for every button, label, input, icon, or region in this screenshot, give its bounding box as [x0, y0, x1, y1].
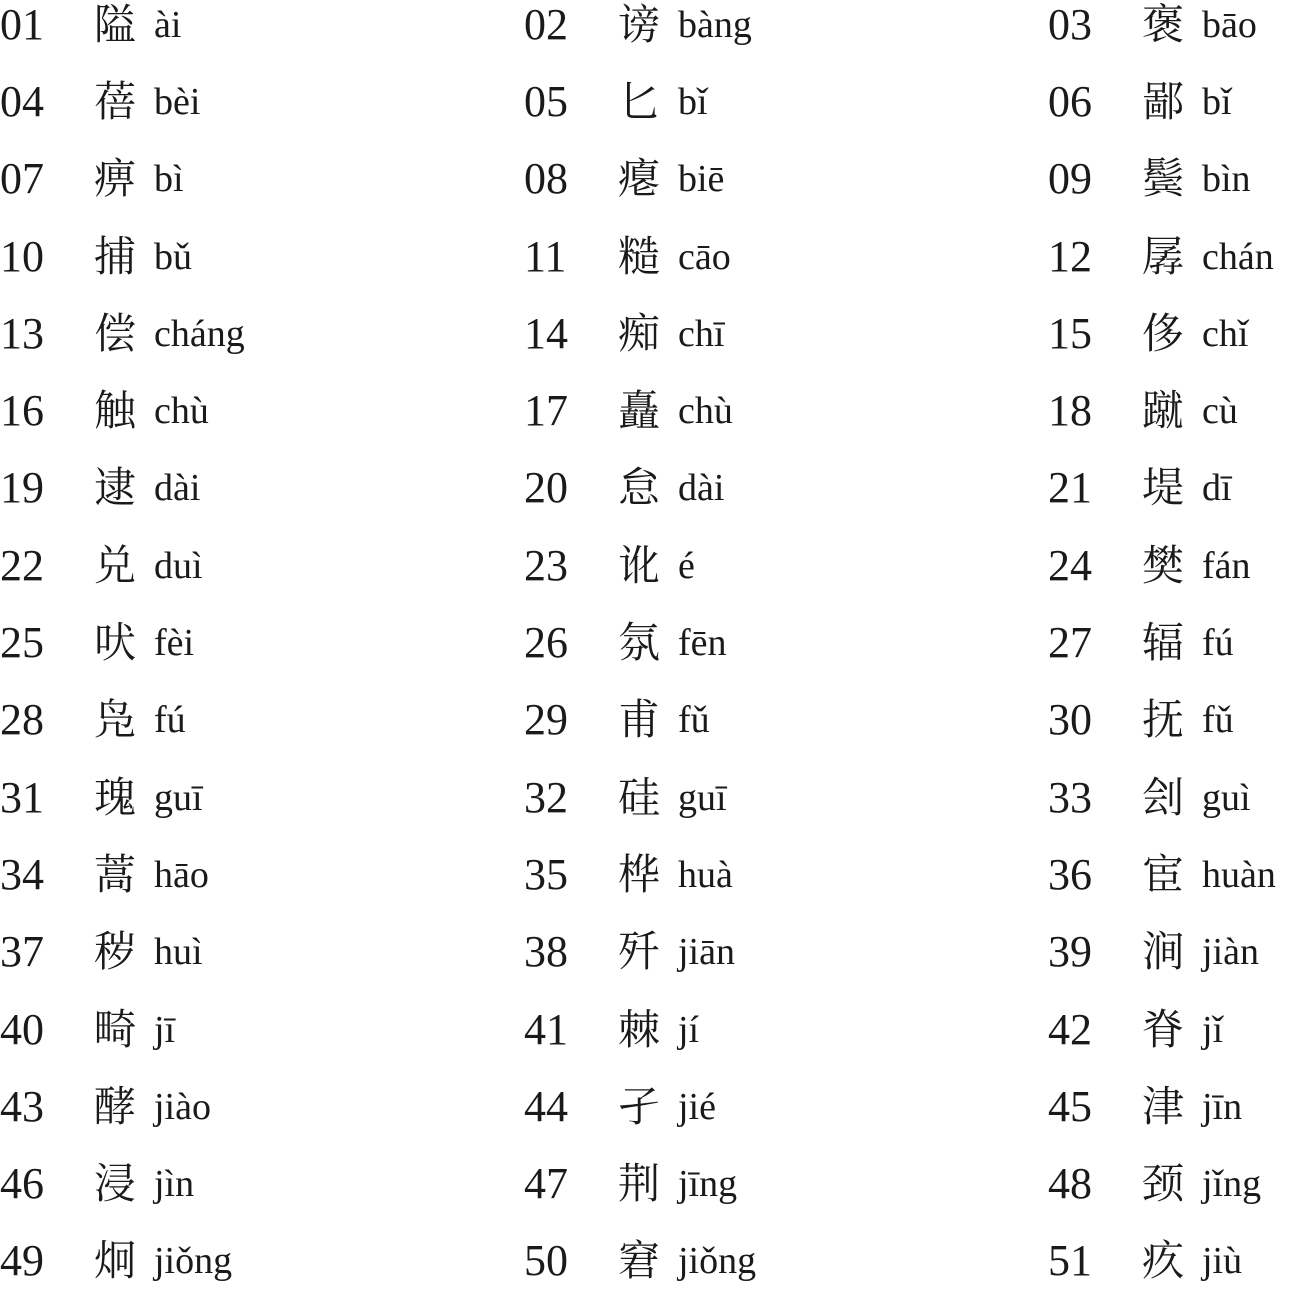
entry-pinyin: bǐ: [1202, 80, 1232, 123]
vocab-entry: [524, 914, 1048, 991]
entry-character: 孑: [618, 1081, 661, 1131]
entry-pinyin: jiào: [154, 1085, 211, 1128]
entry-number: 08: [524, 154, 568, 204]
entry-number: 47: [524, 1159, 568, 1209]
entry-pinyin: jiān: [678, 931, 735, 974]
vocab-entry: [0, 1223, 524, 1300]
entry-number: 32: [524, 772, 568, 822]
vocab-entry: [524, 372, 1048, 449]
entry-number: 11: [524, 231, 567, 281]
entry-character: 浸: [94, 1159, 137, 1209]
vocab-entry: [0, 295, 524, 372]
entry-pinyin: jǐng: [1202, 1163, 1262, 1206]
entry-pinyin: hāo: [154, 853, 209, 896]
entry-character: 痹: [94, 154, 137, 204]
entry-number: 26: [524, 618, 568, 668]
vocab-entry: [524, 63, 1048, 140]
entry-character: 讹: [618, 540, 661, 590]
entry-pinyin: guī: [678, 776, 727, 819]
vocab-entry: [1048, 914, 1289, 991]
entry-character: 甫: [618, 695, 661, 745]
entry-pinyin: cháng: [154, 312, 245, 355]
entry-pinyin: cù: [1202, 390, 1238, 433]
vocab-entry: [1048, 836, 1289, 913]
entry-pinyin: dài: [678, 467, 725, 510]
vocab-entry: [1048, 0, 1289, 63]
entry-pinyin: jié: [678, 1085, 716, 1128]
entry-character: 瘪: [618, 154, 661, 204]
entry-number: 10: [0, 231, 44, 281]
entry-character: 瑰: [94, 772, 137, 822]
entry-number: 50: [524, 1236, 568, 1286]
entry-number: 39: [1048, 927, 1092, 977]
entry-number: 17: [524, 386, 568, 436]
vocab-entry: [524, 0, 1048, 63]
vocab-entry: [0, 1068, 524, 1145]
entry-character: 脊: [1142, 1004, 1185, 1054]
entry-pinyin: ài: [154, 3, 182, 46]
vocab-entry: [1048, 450, 1289, 527]
entry-character: 窘: [618, 1236, 661, 1286]
vocab-entry: [524, 295, 1048, 372]
entry-pinyin: bìn: [1202, 158, 1251, 201]
entry-number: 37: [0, 927, 44, 977]
vocab-entry: [1048, 63, 1289, 140]
entry-character: 棘: [618, 1004, 661, 1054]
entry-character: 涧: [1142, 927, 1185, 977]
entry-character: 褒: [1142, 0, 1185, 49]
entry-character: 偿: [94, 308, 137, 358]
entry-number: 19: [0, 463, 44, 513]
entry-number: 02: [524, 0, 568, 49]
entry-number: 05: [524, 76, 568, 126]
vocab-entry: [1048, 218, 1289, 295]
entry-number: 34: [0, 849, 44, 899]
entry-pinyin: fēn: [678, 622, 727, 665]
vocab-entry: [524, 1223, 1048, 1300]
entry-number: 41: [524, 1004, 568, 1054]
entry-number: 31: [0, 772, 44, 822]
entry-number: 42: [1048, 1004, 1092, 1054]
entry-number: 09: [1048, 154, 1092, 204]
entry-pinyin: huàn: [1202, 853, 1276, 896]
entry-pinyin: fán: [1202, 544, 1251, 587]
vocab-entry: [524, 604, 1048, 681]
vocab-entry: [0, 836, 524, 913]
entry-character: 蓓: [94, 76, 137, 126]
vocab-entry: [0, 1145, 524, 1222]
entry-pinyin: bèi: [154, 80, 201, 123]
vocab-entry: [1048, 372, 1289, 449]
entry-number: 48: [1048, 1159, 1092, 1209]
entry-number: 35: [524, 849, 568, 899]
entry-number: 24: [1048, 540, 1092, 590]
vocab-entry: [0, 63, 524, 140]
entry-pinyin: jìn: [154, 1163, 195, 1206]
entry-pinyin: jīng: [678, 1163, 738, 1206]
vocab-entry: [0, 450, 524, 527]
entry-number: 25: [0, 618, 44, 668]
entry-pinyin: fèi: [154, 622, 195, 665]
vocab-entry: [0, 914, 524, 991]
entry-character: 鄙: [1142, 76, 1185, 126]
vocab-entry: [1048, 759, 1289, 836]
entry-number: 23: [524, 540, 568, 590]
vocab-entry: [524, 836, 1048, 913]
entry-character: 畸: [94, 1004, 137, 1054]
entry-number: 44: [524, 1081, 568, 1131]
vocab-entry: [0, 991, 524, 1068]
entry-number: 03: [1048, 0, 1092, 49]
entry-character: 隘: [94, 0, 137, 49]
entry-character: 蒿: [94, 849, 137, 899]
entry-pinyin: bāo: [1202, 3, 1257, 46]
vocab-entry: [0, 218, 524, 295]
entry-number: 04: [0, 76, 44, 126]
vocab-entry: [0, 372, 524, 449]
entry-pinyin: bǔ: [154, 235, 192, 278]
entry-number: 45: [1048, 1081, 1092, 1131]
entry-character: 蹴: [1142, 386, 1185, 436]
entry-pinyin: chù: [154, 390, 209, 433]
entry-character: 糙: [618, 231, 661, 281]
entry-pinyin: fú: [154, 699, 186, 742]
vocab-entry: [0, 527, 524, 604]
entry-pinyin: dài: [154, 467, 201, 510]
entry-character: 孱: [1142, 231, 1185, 281]
entry-number: 07: [0, 154, 44, 204]
vocab-entry: [524, 527, 1048, 604]
entry-character: 谤: [618, 0, 661, 49]
vocab-entry: [1048, 1068, 1289, 1145]
vocab-entry: [1048, 527, 1289, 604]
vocab-entry: [524, 759, 1048, 836]
entry-number: 27: [1048, 618, 1092, 668]
vocab-entry: [524, 991, 1048, 1068]
entry-number: 33: [1048, 772, 1092, 822]
entry-character: 秽: [94, 927, 137, 977]
entry-pinyin: chù: [678, 390, 733, 433]
entry-character: 桦: [618, 849, 661, 899]
entry-pinyin: fǔ: [678, 699, 710, 742]
entry-number: 38: [524, 927, 568, 977]
vocab-entry: [1048, 295, 1289, 372]
entry-character: 氛: [618, 618, 661, 668]
entry-character: 堤: [1142, 463, 1185, 513]
entry-pinyin: bàng: [678, 3, 752, 46]
entry-character: 颈: [1142, 1159, 1185, 1209]
entry-number: 01: [0, 0, 44, 49]
entry-pinyin: guì: [1202, 776, 1251, 819]
vocab-entry: [1048, 604, 1289, 681]
entry-number: 51: [1048, 1236, 1092, 1286]
entry-character: 硅: [618, 772, 661, 822]
entry-character: 炯: [94, 1236, 137, 1286]
entry-number: 18: [1048, 386, 1092, 436]
vocab-entry: [524, 450, 1048, 527]
entry-character: 匕: [618, 76, 661, 126]
entry-number: 06: [1048, 76, 1092, 126]
entry-number: 29: [524, 695, 568, 745]
entry-pinyin: fú: [1202, 622, 1234, 665]
entry-pinyin: guī: [154, 776, 203, 819]
entry-pinyin: huì: [154, 931, 203, 974]
entry-pinyin: fǔ: [1202, 699, 1234, 742]
vocab-entry: [0, 141, 524, 218]
vocab-entry: [0, 604, 524, 681]
entry-pinyin: jiǒng: [678, 1240, 757, 1283]
entry-character: 疚: [1142, 1236, 1185, 1286]
entry-pinyin: chán: [1202, 235, 1274, 278]
vocab-entry: [524, 682, 1048, 759]
entry-character: 歼: [618, 927, 661, 977]
entry-pinyin: bì: [154, 158, 184, 201]
entry-pinyin: bǐ: [678, 80, 708, 123]
entry-number: 28: [0, 695, 44, 745]
entry-character: 触: [94, 386, 137, 436]
entry-number: 40: [0, 1004, 44, 1054]
entry-number: 49: [0, 1236, 44, 1286]
entry-character: 辐: [1142, 618, 1185, 668]
entry-number: 21: [1048, 463, 1092, 513]
entry-number: 30: [1048, 695, 1092, 745]
entry-pinyin: jí: [678, 1008, 700, 1051]
vocab-entry: [0, 682, 524, 759]
entry-pinyin: cāo: [678, 235, 731, 278]
entry-character: 兑: [94, 540, 137, 590]
entry-number: 14: [524, 308, 568, 358]
vocab-entry: [524, 218, 1048, 295]
entry-character: 凫: [94, 695, 137, 745]
entry-number: 43: [0, 1081, 44, 1131]
entry-pinyin: chī: [678, 312, 725, 355]
entry-number: 46: [0, 1159, 44, 1209]
entry-pinyin: jīn: [1202, 1085, 1243, 1128]
entry-character: 抚: [1142, 695, 1185, 745]
entry-character: 侈: [1142, 308, 1185, 358]
entry-number: 13: [0, 308, 44, 358]
entry-character: 酵: [94, 1081, 137, 1131]
entry-character: 津: [1142, 1081, 1185, 1131]
vocab-entry: [524, 141, 1048, 218]
entry-pinyin: é: [678, 544, 695, 587]
entry-pinyin: duì: [154, 544, 203, 587]
entry-pinyin: jiǒng: [154, 1240, 233, 1283]
entry-character: 荆: [618, 1159, 661, 1209]
entry-number: 15: [1048, 308, 1092, 358]
entry-pinyin: jiàn: [1202, 931, 1259, 974]
vocab-entry: [0, 759, 524, 836]
entry-character: 逮: [94, 463, 137, 513]
entry-character: 吠: [94, 618, 137, 668]
entry-character: 樊: [1142, 540, 1185, 590]
entry-pinyin: chǐ: [1202, 312, 1249, 355]
entry-character: 痴: [618, 308, 661, 358]
entry-number: 16: [0, 386, 44, 436]
vocab-entry: [0, 0, 524, 63]
entry-number: 20: [524, 463, 568, 513]
vocab-entry: [1048, 1223, 1289, 1300]
entry-pinyin: biē: [678, 158, 725, 201]
entry-character: 捕: [94, 231, 137, 281]
entry-pinyin: jǐ: [1202, 1008, 1224, 1051]
entry-pinyin: huà: [678, 853, 733, 896]
vocab-entry: [1048, 141, 1289, 218]
entry-number: 36: [1048, 849, 1092, 899]
vocab-entry: [1048, 1145, 1289, 1222]
entry-character: 宦: [1142, 849, 1185, 899]
vocab-entry: [1048, 682, 1289, 759]
entry-number: 22: [0, 540, 44, 590]
entry-character: 怠: [618, 463, 661, 513]
vocab-entry: [524, 1145, 1048, 1222]
entry-character: 刽: [1142, 772, 1185, 822]
entry-character: 鬓: [1142, 154, 1185, 204]
entry-pinyin: dī: [1202, 467, 1232, 510]
entry-pinyin: jiù: [1202, 1240, 1243, 1283]
entry-character: 矗: [618, 386, 661, 436]
vocab-entry: [1048, 991, 1289, 1068]
vocab-entry: [524, 1068, 1048, 1145]
entry-number: 12: [1048, 231, 1092, 281]
entry-pinyin: jī: [154, 1008, 176, 1051]
